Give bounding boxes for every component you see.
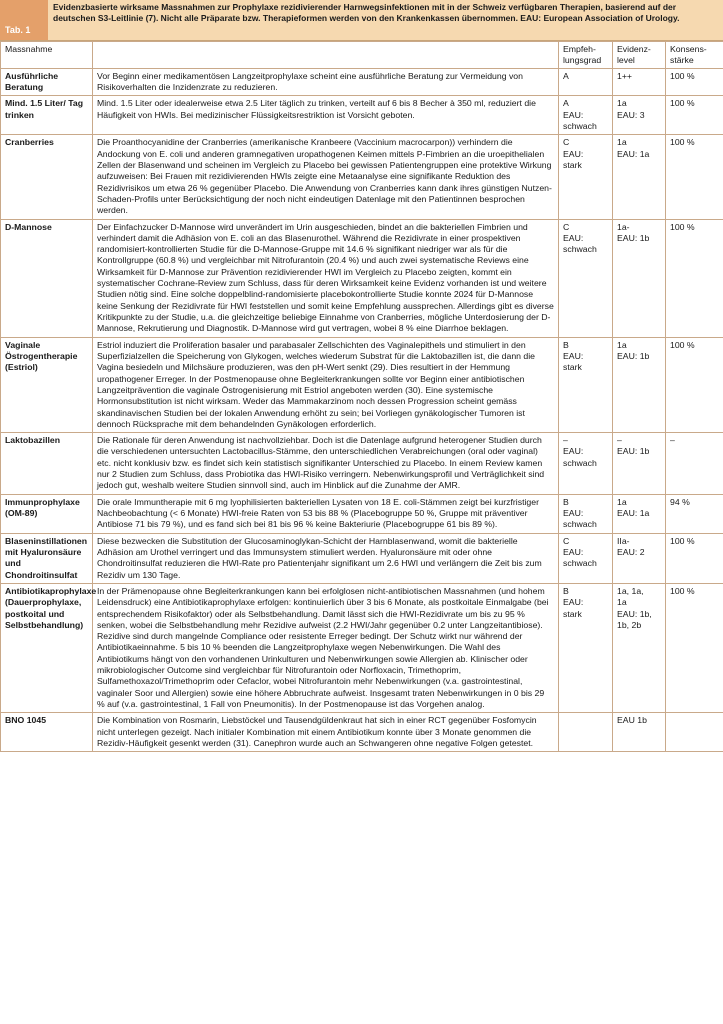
grade-cell: A — [559, 68, 613, 96]
table-row — [1, 219, 723, 337]
column-header-grade: Empfeh- lungsgrad — [559, 42, 613, 69]
grade-cell: – EAU: schwach — [559, 433, 613, 495]
measure-cell: BNO 1045 — [1, 713, 93, 752]
evidence-level-cell: 1a EAU: 3 — [613, 96, 666, 135]
description-cell: Die Rationale für deren Anwendung ist nachvollziehbar. Doch ist die Datenlage aufgrund heterogener Studien durch die verschiedenen untersuchten Lactobacillus-Stämme, den unterschiedlichen Verabreichungen (oral oder vaginal) etc. nicht konklusiv bzw. es findet sich kein statistisch signifikanter Unterschied zu Placebo. In einem Review kamen nur 2 Studien zum Schluss, dass Probiotika das HWI-Risiko verringern. Nebenwirkungsprofil und Verträglichkeit sind jedoch gut, weshalb weitere Studien sinnvoll sind, auch im Hinblick auf die Zunahme der AMR. — [93, 433, 559, 495]
description-cell: In der Prämenopause ohne Begleiterkrankungen kann bei erfolglosen nicht-antibiotischen Massnahmen (und hohem Leidensdruck) eine Antibiotikaprophylaxe erfolgen: kontinuierlich über 3 bis 6 Monate, als postkoitale Einmalgabe (bei entsprechendem Risikofaktor) oder als Selbstbehandlung. Damit lässt sich die HWI-Rezidivrate um bis zu 95 % senken, wobei die Selbstbehandlung mehr Rezidive aufweist (2.2 HWI/Jahr gegenüber 0.2 unter Langzeitantibiose). Rezidive sind durch mangelnde Compliance oder resistente Erreger bedingt. Der Schutz wirkt nur während der Antibiotikaeinnahme. 5 bis 10 % beenden die Langzeitprophylaxe wegen Nebenwirkungen. Die Wahl des Antibiotikums hängt von den vorhandenen Urinkulturen und Nebenwirkungen sowie Allergien ab. Klinischer oder mikrobiologischer Outcome sind vergleichbar für Nitrofurantoin oder Norfloxacin, Trimethoprim, Sulfamethoxazol/Trimethoprim oder Cefaclor, wobei Nitrofurantoin mehr Nebenwirkungen (v.a. gastrointestinal, vaginaler Soor und Allergien) sowie eine höhere Abbruchrate aufweist. Insgesamt traten Nebenwirkungen in 0 bis 29 % auf (v.a. gastrointestinal, 1 Fall von Pneumonitis). In der Postmenopause ist das Vorgehen analog. — [93, 583, 559, 712]
evidence-level-cell: 1a- EAU: 1b — [613, 219, 666, 337]
evidence-level-cell: 1a EAU: 1b — [613, 337, 666, 433]
table-row — [1, 494, 723, 533]
description-cell: Diese bezwecken die Substitution der Glucosaminoglykan-Schicht der Harnblasenwand, womit die bakterielle Adhäsion am Urothel verringert und das Immunsystem stimuliert werden. Hyaluronsäure mit oder ohne Chondroitinsulfat reduzieren die HWI-Rate pro Patientenjahr signifikant um 2.6 HWI und verlängern die Zeit bis zum Rezidiv um 130 Tage. — [93, 533, 559, 583]
consensus-cell: 100 % — [666, 68, 723, 96]
measure-cell: Vaginale Östrogentherapie (Estriol) — [1, 337, 93, 433]
table-header-bar — [0, 0, 723, 41]
consensus-cell: 100 % — [666, 96, 723, 135]
evidence-level-cell: – EAU: 1b — [613, 433, 666, 495]
measure-cell: D-Mannose — [1, 219, 93, 337]
description-cell: Mind. 1.5 Liter oder idealerweise etwa 2.5 Liter täglich zu trinken, verteilt auf 6 bis 8 Becher à 350 ml, reduziert die Häufigkeit von HWIs. Bei medizinischer Flüssigkeitsrestriktion ist Vorsicht geboten. — [93, 96, 559, 135]
measure-cell: Ausführliche Beratung — [1, 68, 93, 96]
table-row — [1, 713, 723, 752]
description-cell: Die Kombination von Rosmarin, Liebstöckel und Tausendgüldenkraut hat sich in einer RCT gegenüber Fosfomycin nicht unterlegen gezeigt. Nach initialer Kombination mit einem Antibiotikum konnte über 3 Monate genommen die Rezidiv-Häufigkeit gesenkt werden (31). Canephron wurde auch an Schwangeren ohne negative Folgen getestet. — [93, 713, 559, 752]
evidence-level-cell: EAU 1b — [613, 713, 666, 752]
measure-cell: Mind. 1.5 Liter/ Tag trinken — [1, 96, 93, 135]
table-row — [1, 583, 723, 712]
evidence-level-cell: 1a EAU: 1a — [613, 494, 666, 533]
description-cell: Die Proanthocyanidine der Cranberries (amerikanische Kranbeere (Vaccinium macrocarpon)) verhindern die Andockung von E. coli und anderen gramnegativen uropathogenen Keimen mittels P-Fimbrien an die uroepithelialen Zellen der Blasenwand und scheinen im Vergleich zu Placebo bei gewissen Patientengruppen eine protektive Wirkung aufzuweisen: Bei Frauen mit rezidivierenden HWIs zeigte eine Metaanalyse eine signifikante Reduktion des Rezidivrisikos um etwa 26 % gegenüber Placebo. Die Anwendung von Cranberries kann dank ihres günstigen Nutzen-Schaden-Profils unter Berücksichtigung der noch nicht eindeutigen Datenlage mit den Patientinnen besprochen werden. — [93, 135, 559, 219]
grade-cell — [559, 713, 613, 752]
description-cell: Vor Beginn einer medikamentösen Langzeitprophylaxe scheint eine ausführliche Beratung zur Vermeidung von Risikoverhalten die Inzidenzrate zu reduzieren. — [93, 68, 559, 96]
table-row — [1, 96, 723, 135]
evidence-level-cell: 1++ — [613, 68, 666, 96]
column-header-consensus: Konsens- stärke — [666, 42, 723, 69]
column-header-row — [1, 42, 723, 69]
consensus-cell: 100 % — [666, 135, 723, 219]
description-cell: Die orale Immuntherapie mit 6 mg lyophilisierten bakteriellen Lysaten von 18 E. coli-Stämmen zeigt bei kurzfristiger Nachbeobachtung (< 6 Monate) HWI-freie Raten von 53 bis 88 % (Placebogruppe 50 %, Gruppe mit präventiver Antibiose 71 bis 79 %), und es fand sich bei 81 bis 96 % keine Bakteriurie (Placebogruppe 61 bis 89 %). — [93, 494, 559, 533]
measure-cell: Immunprophylaxe (OM-89) — [1, 494, 93, 533]
measure-cell: Cranberries — [1, 135, 93, 219]
measure-cell: Laktobazillen — [1, 433, 93, 495]
grade-cell: C EAU: stark — [559, 135, 613, 219]
consensus-cell: 100 % — [666, 583, 723, 712]
column-header-evidence-level: Evidenz- level — [613, 42, 666, 69]
description-cell: Der Einfachzucker D-Mannose wird unverändert im Urin ausgeschieden, bindet an die bakteriellen Fimbrien und verhindert damit die Adhäsion von E. coli an das Blasenurothel. Während die Rezidivrate in einer prospektiven randomisiert-kontrollierten Studie für die D-Mannose-Gruppe mit 14.6 % signifikant niedriger war als für die Kontrollgruppe (60.8 %) und vergleichbar mit Nitrofurantoin (20.4 %) und auch zwei systematische Reviews eine Wirksamkeit für D-Mannose zur Prävention rezidivierender HWI im Vergleich zu Placebo zeigten, kommt ein systematischer Cochrane-Review zum Schluss, dass für deren Wirksamkeit keine Evidenz vorhanden ist und weitere Studien nötig sind. Eine solche doppelblind-randomisierte placebokontrollierte Studie konnte 2024 für D-Mannose keine Senkung der Rezidivrate für HWI feststellen und somit keine Empfehlung aussprechen. Allerdings gibt es diverse Kritikpunkte zu der Studie, u.a. die gleichzeitige beliebige Einnahme von Cranberries, mögliche Unterdosierung der D-Mannose, Rekrutierung und Diagnostik. D-Mannose wird gut vertragen, wobei 8 % eine Diarrhoe beklagen. — [93, 219, 559, 337]
description-cell: Estriol induziert die Proliferation basaler und parabasaler Zellschichten des Vaginalepithels und stimuliert in den Superfizialzellen die Speicherung von Glykogen, welches wiederum Substrat für die Laktobazillen ist, die dann die Vagina besiedeln und Milchsäure produzieren, was den pH-Wert senkt (29). Dies resultiert in der Hemmung uropathogener Erreger. In der Postmenopause ohne Begleiterkrankungen sollte vor Beginn einer antibiotischen Langzeitprävention die vaginale Östrogenisierung mit Estriol angeboten werden (30). Eine systemische Hormonsubstitution ist nicht wirksam. Weder das Mammakarzinom noch dessen Progression scheint gemäss skandinavischen Studien bei der lokalen Anwendung erhöht zu sein; bei Vorliegen gynäkologischer Tumoren ist dennoch Rücksprache mit dem behandelnden Gynäkologen erforderlich. — [93, 337, 559, 433]
recommendations-table — [0, 41, 723, 752]
column-header-description — [93, 42, 559, 69]
grade-cell: C EAU: schwach — [559, 533, 613, 583]
grade-cell: B EAU: stark — [559, 337, 613, 433]
evidence-level-cell: 1a, 1a, 1a EAU: 1b, 1b, 2b — [613, 583, 666, 712]
consensus-cell: 94 % — [666, 494, 723, 533]
consensus-cell: 100 % — [666, 533, 723, 583]
consensus-cell: 100 % — [666, 337, 723, 433]
evidence-level-cell: 1a EAU: 1a — [613, 135, 666, 219]
table-row — [1, 533, 723, 583]
grade-cell: B EAU: schwach — [559, 494, 613, 533]
table-number-label: Tab. 1 — [0, 0, 48, 40]
column-header-measure: Massnahme — [1, 42, 93, 69]
grade-cell: A EAU: schwach — [559, 96, 613, 135]
evidence-level-cell: IIa- EAU: 2 — [613, 533, 666, 583]
grade-cell: C EAU: schwach — [559, 219, 613, 337]
measure-cell: Antibiotikaprophylaxe (Dauerprophylaxe, postkoital und Selbstbehandlung) — [1, 583, 93, 712]
table-caption: Evidenzbasierte wirksame Massnahmen zur Prophylaxe rezidivierender Harnwegsinfektionen mit in der Schweiz verfügbaren Therapien, basierend auf der deutschen S3-Leitlinie (7). Nicht alle Präparate bzw. Therapieformen werden von den Krankenkassen übernommen. EAU: European Association of Urology. — [53, 2, 680, 23]
consensus-cell: 100 % — [666, 219, 723, 337]
consensus-cell — [666, 713, 723, 752]
grade-cell: B EAU: stark — [559, 583, 613, 712]
consensus-cell: – — [666, 433, 723, 495]
table-row — [1, 433, 723, 495]
table-row — [1, 135, 723, 219]
table-body — [1, 68, 723, 752]
table-row — [1, 337, 723, 433]
table-row — [1, 68, 723, 96]
measure-cell: Blaseninstillationen mit Hyaluronsäure und Chondroitinsulfat — [1, 533, 93, 583]
